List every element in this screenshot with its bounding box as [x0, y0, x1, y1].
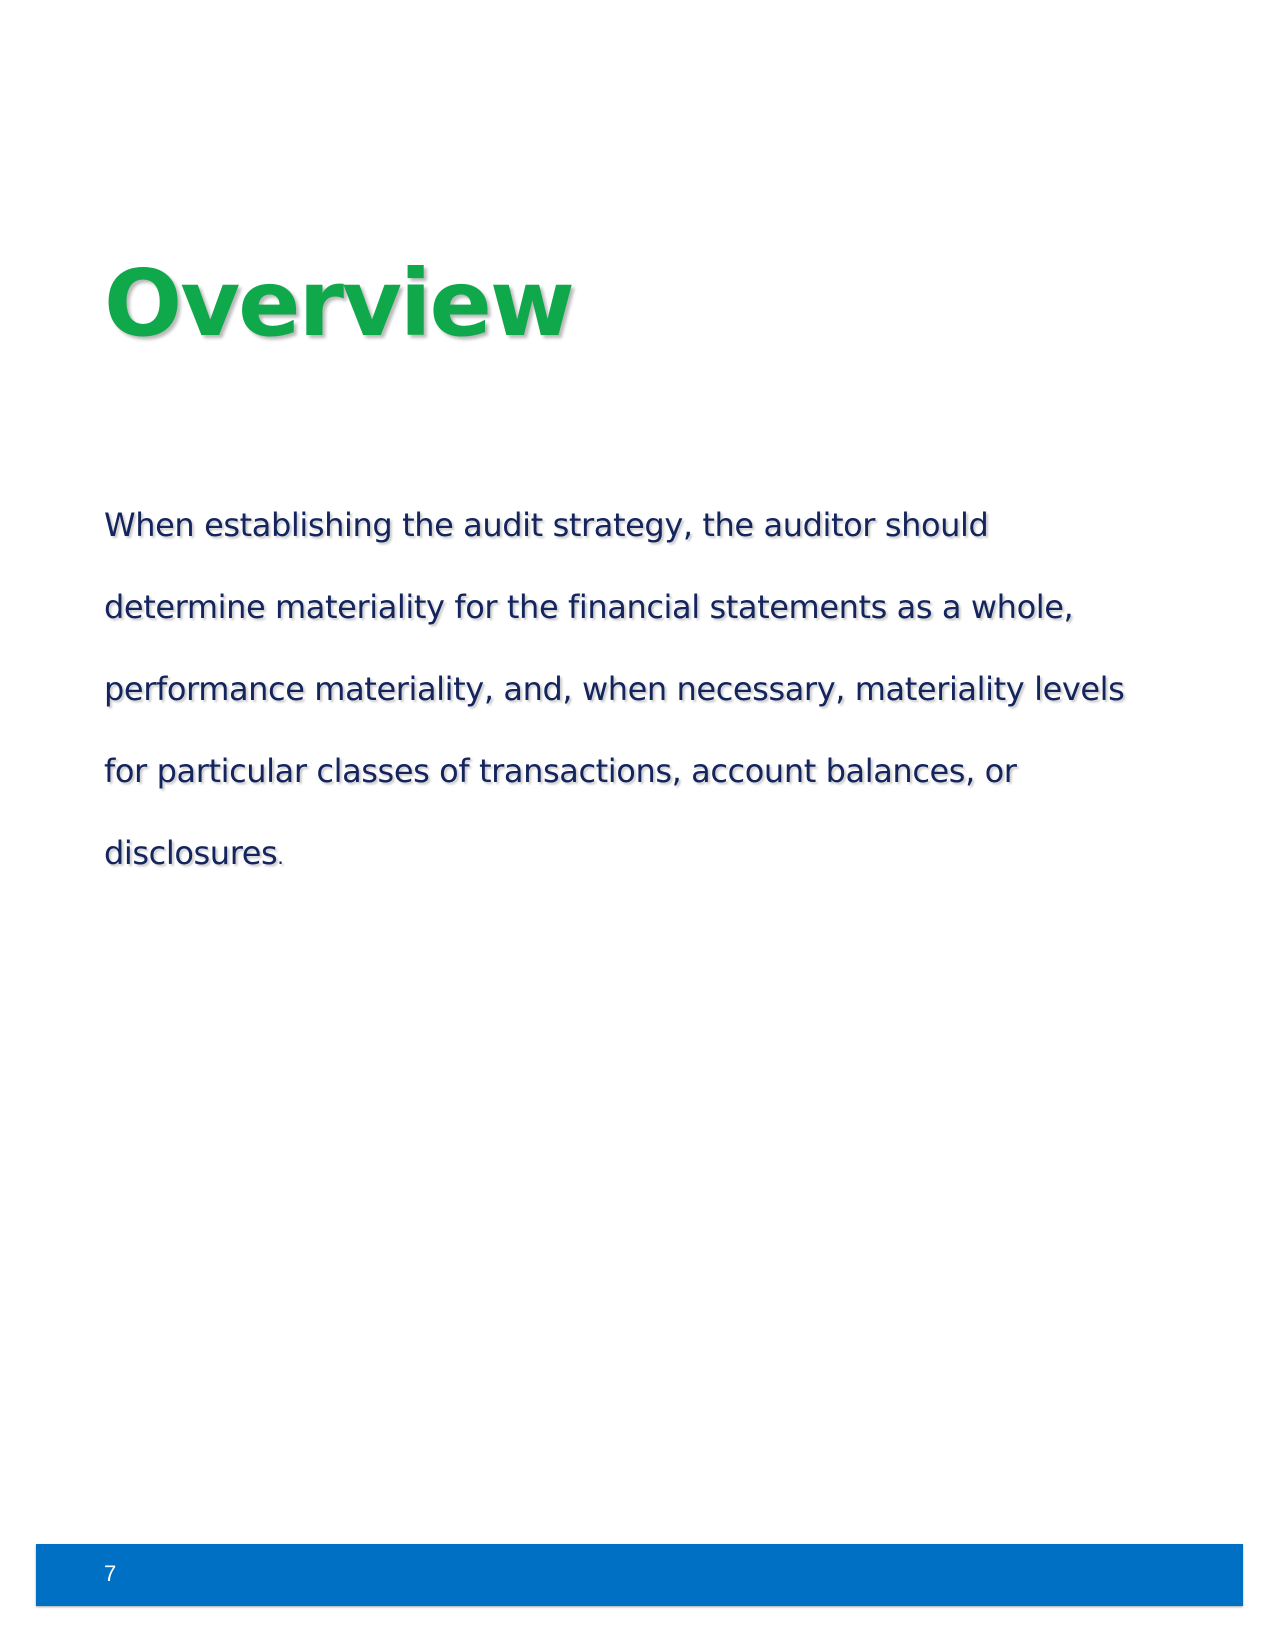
body-line-4: for particular classes of transactions, account balances, or	[104, 752, 1017, 790]
body-line-2: determine materiality for the financial statements as a whole,	[104, 588, 1074, 626]
page-number: 7	[104, 1561, 117, 1586]
body-line-5	[104, 812, 1204, 898]
body-line-1: When establishing the audit strategy, the auditor should	[104, 506, 989, 544]
body-paragraph	[104, 484, 1204, 898]
page-title: Overview	[104, 250, 573, 357]
body-line-5-text: disclosures	[104, 834, 278, 872]
footer-bar	[36, 1544, 1243, 1606]
body-end-period: .	[277, 845, 284, 869]
body-line-3: performance materiality, and, when necessary, materiality levels	[104, 670, 1125, 708]
